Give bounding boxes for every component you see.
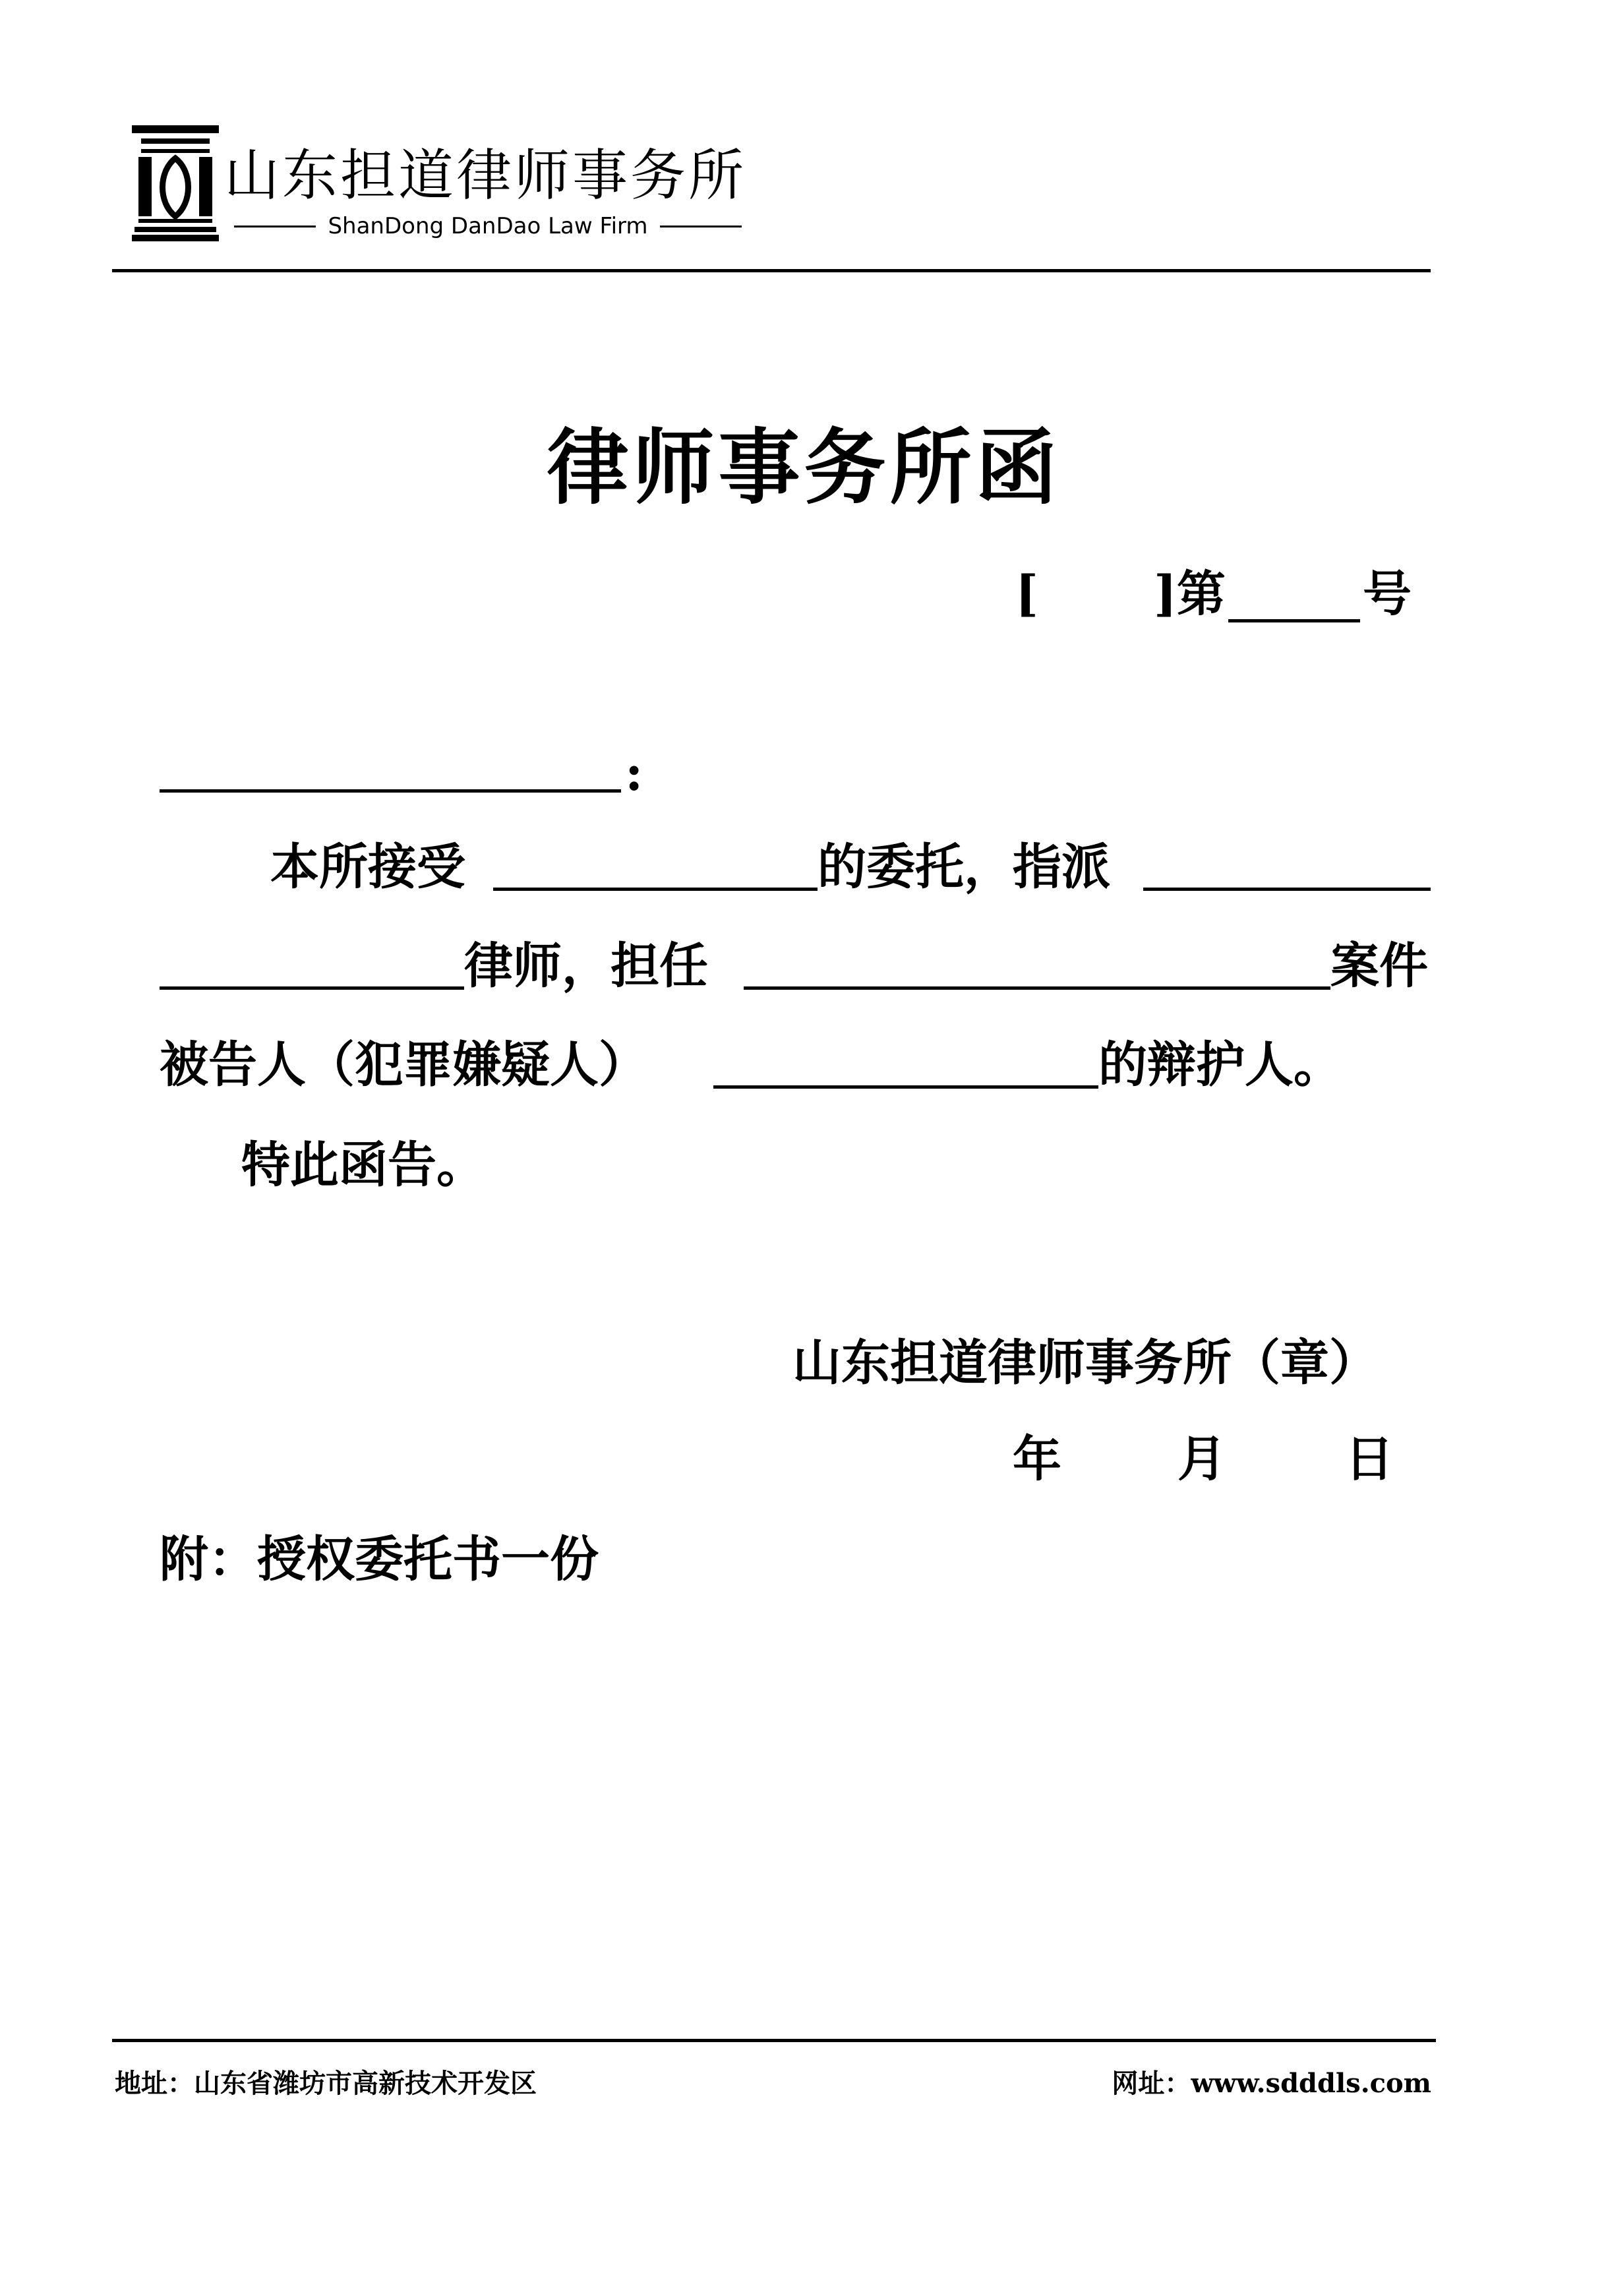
footer-divider	[112, 2039, 1436, 2042]
para1-start: 本所接受	[270, 839, 465, 895]
firm-name-en-row	[234, 210, 742, 243]
defendant-blank	[713, 1085, 1098, 1089]
addressee-blank	[160, 789, 621, 793]
para3-start: 被告人（犯罪嫌疑人）	[160, 1037, 647, 1093]
addressee-colon: :	[625, 745, 643, 802]
footer-address: 地址：山东省潍坊市高新技术开发区	[115, 2068, 537, 2099]
case-blank	[744, 986, 1330, 990]
header-divider	[112, 269, 1431, 272]
pillar-seal-icon	[132, 125, 219, 241]
firm-name-en: ShanDong DanDao Law Firm	[328, 213, 648, 239]
date-month: 月	[1177, 1431, 1226, 1488]
document-title: 律师事务所函	[547, 420, 1061, 516]
ref-suffix: 号	[1363, 566, 1412, 622]
para2-mid: 律师，担任	[464, 938, 708, 994]
divider	[660, 226, 742, 227]
divider	[234, 226, 316, 227]
reference-number	[1015, 558, 1412, 630]
closing-remark: 特此函告。	[241, 1137, 485, 1193]
lawyer-blank-2	[160, 986, 464, 990]
para3-end: 的辩护人。	[1098, 1037, 1342, 1093]
attachment-note: 附：授权委托书一份	[160, 1531, 599, 1588]
paragraph-line-1	[270, 831, 465, 903]
ref-number-blank	[1228, 619, 1360, 622]
para2-end: 案件	[1330, 938, 1428, 994]
lawyer-blank-1	[1143, 888, 1431, 891]
ref-close-bracket: ]第	[1154, 566, 1226, 622]
date-day: 日	[1345, 1431, 1394, 1488]
ref-open-bracket: [	[1015, 566, 1039, 622]
signature-firm-seal: 山东担道律师事务所（章）	[792, 1335, 1378, 1391]
para1-mid: 的委托，指派	[818, 839, 1110, 895]
client-blank	[493, 888, 818, 891]
date-year: 年	[1013, 1431, 1061, 1488]
firm-name: 山东担道律师事务所	[224, 143, 747, 208]
footer-website: 网址：www.sdddls.com	[1112, 2068, 1431, 2099]
